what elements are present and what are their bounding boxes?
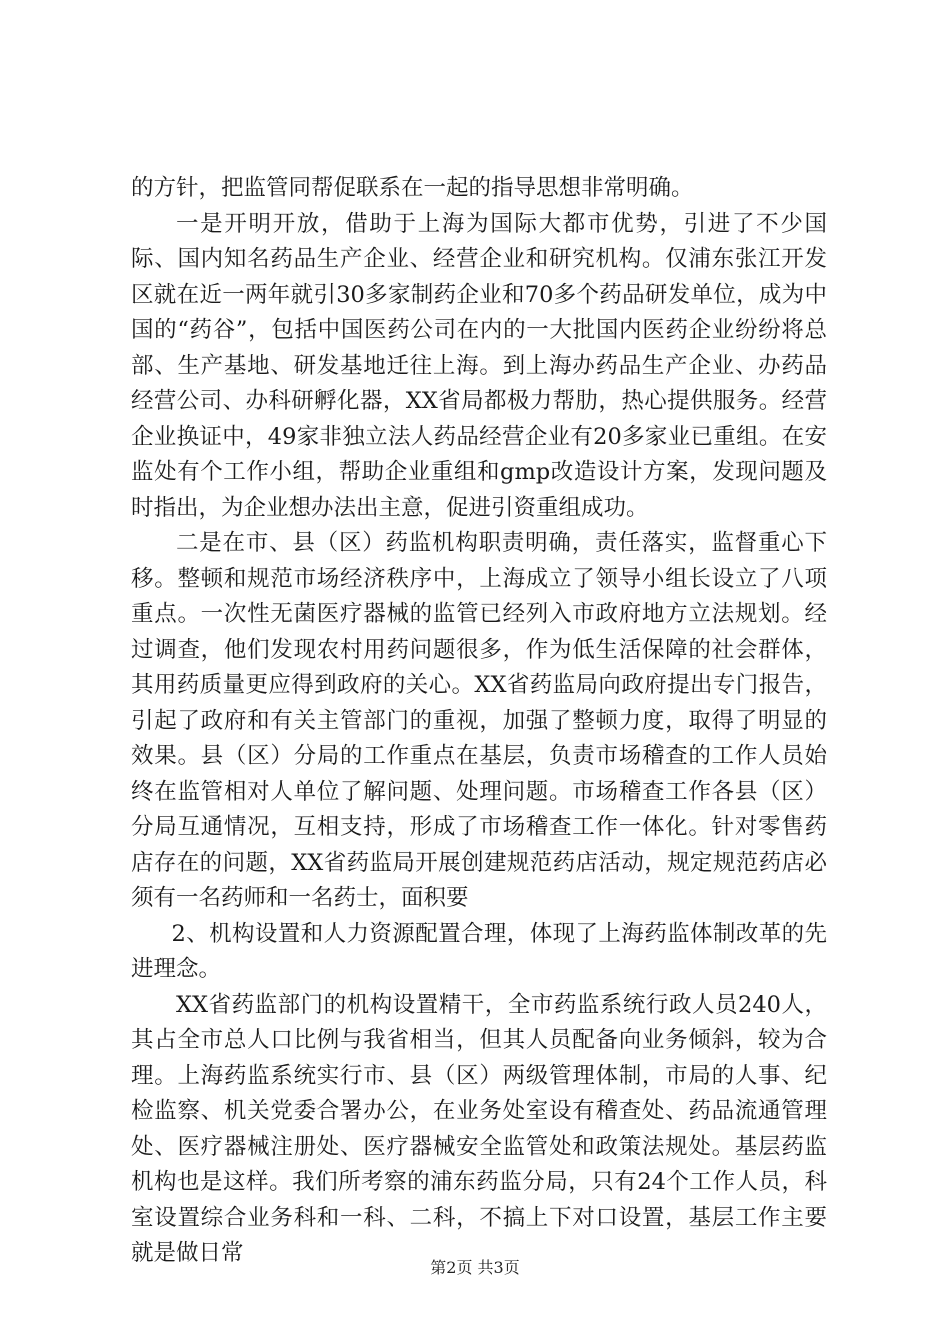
paragraph-point-two: 二是在市、县（区）药监机构职责明确，责任落实，监督重心下移。整顿和规范市场经济秩序中，上海成立了领导小组长设立了八项重点。一次性无菌医疗器械的监管已经列入市政府地方立法规划。经过调查，他们发现农村用药问题很多，作为低生活保障的社会群体，其用药质量更应得到政府的关心。XX省药监局向政府提出专门报告，引起了政府和有关主管部门的重视，加强了整顿力度，取得了明显的效果。县（区）分局的工作重点在基层，负责市场稽查的工作人员始终在监管相对人单位了解问题、处理问题。市场稽查工作各县（区）分局互通情况，互相支持，形成了市场稽查工作一体化。针对零售药店存在的问题，XX省药监局开展创建规范药店活动，规定规范药店必须有一名药师和一名药士，面积要 [131,530,827,911]
document-body [131,171,827,1272]
paragraph-continuation: 的方针，把监管同帮促联系在一起的指导思想非常明确。 [131,175,694,201]
paragraph-point-one: 一是开明开放，借助于上海为国际大都市优势，引进了不少国际、国内知名药品生产企业、经营企业和研究机构。仅浦东张江开发区就在近一两年就引30多家制药企业和70多个药品研发单位，成为中国的“药谷”，包括中国医药公司在内的一大批国内医药企业纷纷将总部、生产基地、研发基地迁往上海。到上海办药品生产企业、办药品经营公司、办科研孵化器，XX省局都极力帮肋，热心提供服务。经营企业换证中，49家非独立法人药品经营企业有20多家业已重组。在安监处有个工作小组，帮助企业重组和gmp改造设计方案，发现问题及时指出，为企业想办法出主意，促进引资重组成功。 [131,210,827,521]
page-footer: 第2页 共3页 [430,1258,520,1277]
paragraph-section-heading: 2、机构设置和人力资源配置合理，体现了上海药监体制改革的先进理念。 [131,920,827,982]
paragraph-organization: XX省药监部门的机构设置精干，全市药监系统行政人员240人，其占全市总人口比例与我省相当，但其人员配备向业务倾斜，较为合理。上海药监系统实行市、县（区）两级管理体制，市局的人事、纪检监察、机关党委合署办公，在业务处室设有稽查处、药品流通管理处、医疗器械注册处、医疗器械安全监管处和政策法规处。基层药监机构也是这样。我们所考察的浦东药监分局，只有24个工作人员，科室设置综合业务科和一科、二科，不搞上下对口设置，基层工作主要就是做日常 [131,991,827,1266]
